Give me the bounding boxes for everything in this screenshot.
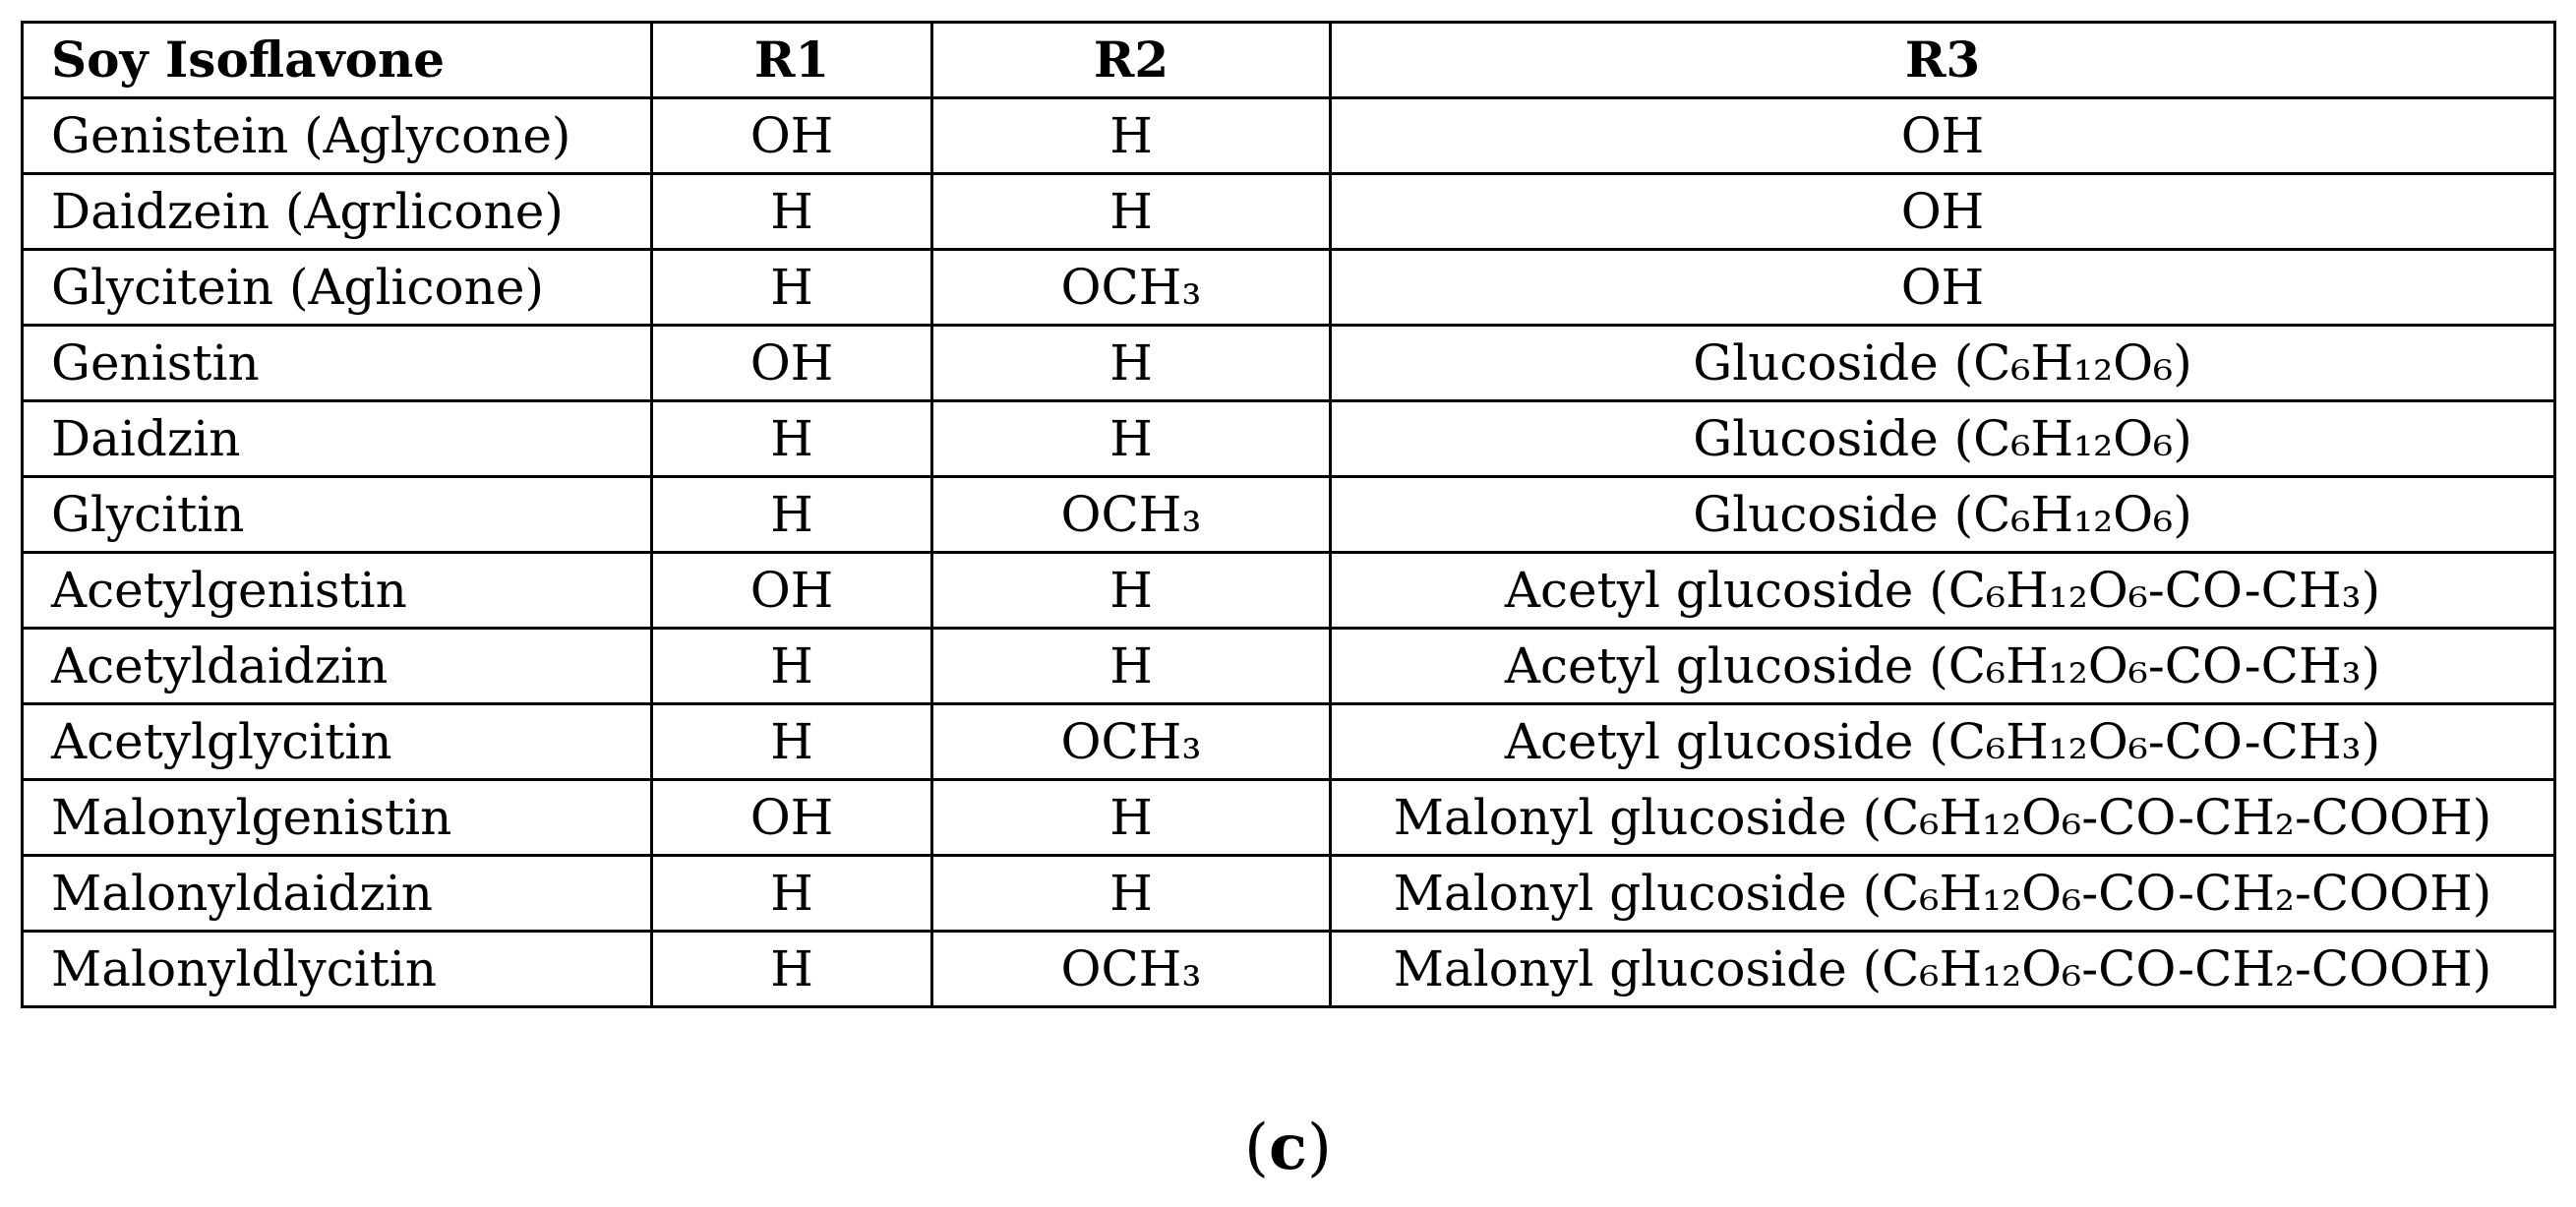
compound-name-cell: Genistin	[23, 326, 652, 401]
compound-name-cell: Glycitein (Aglicone)	[23, 250, 652, 326]
r3-cell: Acetyl glucoside (C₆H₁₂O₆-CO-CH₃)	[1331, 704, 2555, 780]
r1-cell: H	[652, 174, 932, 250]
r1-cell: H	[652, 250, 932, 326]
r1-cell: H	[652, 477, 932, 553]
panel-label-close: )	[1306, 1112, 1332, 1184]
compound-name-cell: Malonylgenistin	[23, 780, 652, 856]
table-row	[23, 174, 2555, 250]
r3-cell: OH	[1331, 98, 2555, 174]
compound-name-cell: Acetyldaidzin	[23, 629, 652, 704]
table-row	[23, 98, 2555, 174]
r2-cell: H	[932, 856, 1331, 932]
r1-cell: H	[652, 704, 932, 780]
r3-cell: Glucoside (C₆H₁₂O₆)	[1331, 477, 2555, 553]
r2-cell: H	[932, 629, 1331, 704]
r2-cell: OCH₃	[932, 704, 1331, 780]
r2-cell: OCH₃	[932, 477, 1331, 553]
header-soy-isoflavone: Soy Isoflavone	[23, 23, 652, 98]
r2-cell: OCH₃	[932, 250, 1331, 326]
table-row	[23, 932, 2555, 1007]
r1-cell: OH	[652, 326, 932, 401]
r3-cell: Malonyl glucoside (C₆H₁₂O₆-CO-CH₂-COOH)	[1331, 780, 2555, 856]
table-header-row	[23, 23, 2555, 98]
table-row	[23, 477, 2555, 553]
r2-cell: H	[932, 326, 1331, 401]
header-r1: R1	[652, 23, 932, 98]
isoflavone-table	[21, 21, 2556, 1008]
header-r3: R3	[1331, 23, 2555, 98]
panel-label-open: (	[1244, 1112, 1270, 1184]
compound-name-cell: Daidzin	[23, 401, 652, 477]
r3-cell: Acetyl glucoside (C₆H₁₂O₆-CO-CH₃)	[1331, 553, 2555, 629]
compound-name-cell: Acetylgenistin	[23, 553, 652, 629]
r2-cell: H	[932, 780, 1331, 856]
table-row	[23, 553, 2555, 629]
compound-name-cell: Genistein (Aglycone)	[23, 98, 652, 174]
r1-cell: H	[652, 856, 932, 932]
table-row	[23, 704, 2555, 780]
panel-label-letter: c	[1269, 1111, 1307, 1184]
r3-cell: Glucoside (C₆H₁₂O₆)	[1331, 401, 2555, 477]
r2-cell: H	[932, 553, 1331, 629]
r1-cell: H	[652, 401, 932, 477]
table-row	[23, 250, 2555, 326]
r2-cell: H	[932, 174, 1331, 250]
table-row	[23, 629, 2555, 704]
r1-cell: OH	[652, 553, 932, 629]
table-row	[23, 401, 2555, 477]
r1-cell: OH	[652, 98, 932, 174]
panel-label	[0, 1111, 2576, 1184]
r3-cell: Glucoside (C₆H₁₂O₆)	[1331, 326, 2555, 401]
r1-cell: H	[652, 932, 932, 1007]
r3-cell: Malonyl glucoside (C₆H₁₂O₆-CO-CH₂-COOH)	[1331, 932, 2555, 1007]
r3-cell: Malonyl glucoside (C₆H₁₂O₆-CO-CH₂-COOH)	[1331, 856, 2555, 932]
compound-name-cell: Acetylglycitin	[23, 704, 652, 780]
r3-cell: Acetyl glucoside (C₆H₁₂O₆-CO-CH₃)	[1331, 629, 2555, 704]
compound-name-cell: Daidzein (Agrlicone)	[23, 174, 652, 250]
compound-name-cell: Malonyldlycitin	[23, 932, 652, 1007]
table-row	[23, 856, 2555, 932]
header-r2: R2	[932, 23, 1331, 98]
r3-cell: OH	[1331, 250, 2555, 326]
r3-cell: OH	[1331, 174, 2555, 250]
r2-cell: H	[932, 401, 1331, 477]
r2-cell: OCH₃	[932, 932, 1331, 1007]
compound-name-cell: Glycitin	[23, 477, 652, 553]
r1-cell: H	[652, 629, 932, 704]
r1-cell: OH	[652, 780, 932, 856]
r2-cell: H	[932, 98, 1331, 174]
compound-name-cell: Malonyldaidzin	[23, 856, 652, 932]
table-body	[23, 98, 2555, 1007]
table-row	[23, 326, 2555, 401]
table-row	[23, 780, 2555, 856]
